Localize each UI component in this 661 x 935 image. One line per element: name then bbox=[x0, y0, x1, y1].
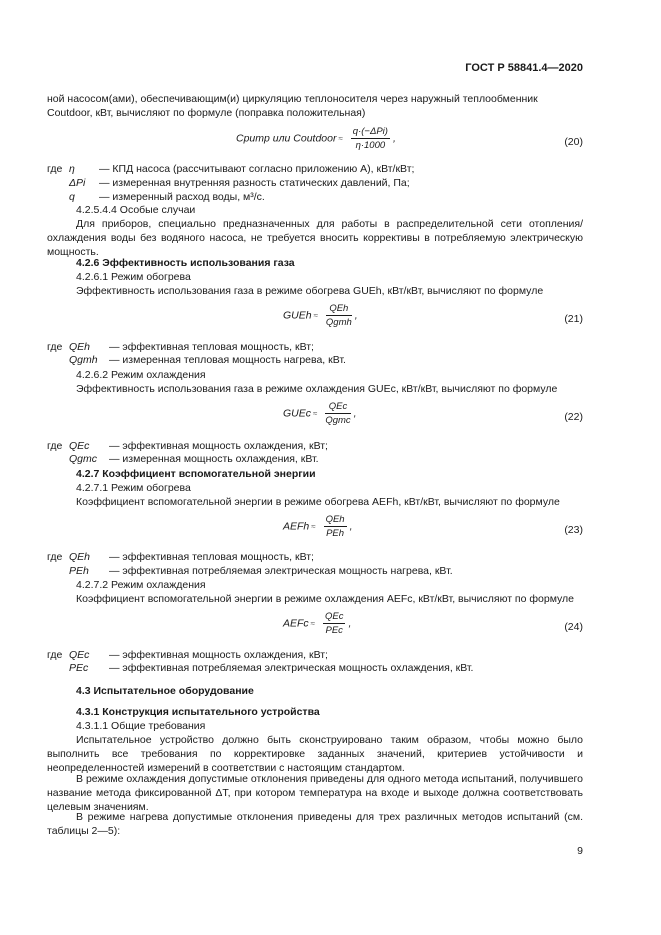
formula-20: Cpump или Coutdoor ≈ $\frac{\text{q·(−ΔPi)}}{\eta\cdot 1000}$ , bbox=[236, 126, 396, 151]
formula-20-numerator: q·(−ΔPi) bbox=[352, 126, 388, 137]
formula-20-fraction bbox=[351, 126, 390, 151]
heading-4-3-1-1: 4.3.1.1 Общие требования bbox=[76, 720, 206, 732]
heading-4-2-5-4-4: 4.2.5.4.4 Особые случаи bbox=[76, 204, 196, 216]
def-23-qeh: где QEh — эффективная тепловая мощность, кВт; bbox=[47, 551, 314, 563]
standard-header: ГОСТ Р 58841.4—2020 bbox=[465, 62, 583, 74]
formula-20-denominator: η·1000 bbox=[355, 140, 386, 151]
heading-4-2-6-1: 4.2.6.1 Режим обогрева bbox=[76, 271, 191, 283]
paragraph-aefh: Коэффициент вспомогательной энергии в режиме обогрева AEFh, кВт/кВт, вычисляют по формуле bbox=[76, 496, 560, 508]
paragraph-aefc: Коэффициент вспомогательной энергии в режиме охлаждения AEFc, кВт/кВт, вычисляют по формуле bbox=[76, 593, 575, 605]
def-20-q: q — измеренный расход воды, м³/с. bbox=[69, 191, 265, 203]
equation-number-24: (24) bbox=[564, 621, 583, 633]
heading-4-2-6-2: 4.2.6.2 Режим охлаждения bbox=[76, 369, 206, 381]
paragraph-general-requirements: Испытательное устройство должно быть сконструировано таким образом, чтобы можно было выполнить все требования по корректировке заданных значений, критериев устойчивости и неопределенностей измерений в соответствии с настоящим стандартом. bbox=[47, 734, 583, 774]
equation-number-22: (22) bbox=[564, 411, 583, 423]
equation-number-21: (21) bbox=[564, 313, 583, 325]
heading-4-2-7-2: 4.2.7.2 Режим охлаждения bbox=[76, 579, 206, 591]
def-22-qgmc: Qgmc — измеренная мощность охлаждения, кВт. bbox=[69, 453, 319, 465]
equation-number-20: (20) bbox=[564, 136, 583, 148]
formula-23: AEFh ≈ $\frac{\text{QEh}}{\text{PEh}}$ , bbox=[283, 514, 353, 539]
page-number: 9 bbox=[577, 845, 583, 857]
heading-4-3-1: 4.3.1 Конструкция испытательного устройства bbox=[76, 706, 320, 718]
formula-20-lhs: Cpump или Coutdoor bbox=[236, 132, 337, 145]
heading-4-2-6: 4.2.6 Эффективность использования газа bbox=[76, 257, 295, 269]
def-23-peh: PEh — эффективная потребляемая электрическая мощность нагрева, кВт. bbox=[69, 565, 453, 577]
def-22-qec: где QEc — эффективная мощность охлаждения, кВт; bbox=[47, 440, 328, 452]
paragraph-gueh: Эффективность использования газа в режиме обогрева GUEh, кВт/кВт, вычисляют по формуле bbox=[76, 285, 544, 297]
formula-22: GUEc ≈ $\frac{\text{QEc}}{\text{Qgmc}}$ , bbox=[283, 401, 357, 426]
equation-number-23: (23) bbox=[564, 524, 583, 536]
heading-4-2-7: 4.2.7 Коэффициент вспомогательной энергии bbox=[76, 468, 316, 480]
paragraph-heating-mode: В режиме нагрева допустимые отклонения приведены для трех различных методов испытаний (см. таблицы 2—5): bbox=[47, 811, 583, 837]
formula-21: GUEh ≈ $\frac{\text{QEh}}{\text{Qgmh}}$ , bbox=[283, 303, 358, 328]
def-24-qec: где QEc — эффективная мощность охлаждения, кВт; bbox=[47, 649, 328, 661]
paragraph-guec: Эффективность использования газа в режиме охлаждения GUEc, кВт/кВт, вычисляют по формуле bbox=[76, 383, 558, 395]
paragraph-cooling-mode: В режиме охлаждения допустимые отклонения приведены для одного метода испытаний, получившего название метода фиксированной ΔT, при котором температура на входе и выходе должна соответствовать целевым значениям. bbox=[47, 773, 583, 813]
intro-line-2: Coutdoor, кВт, вычисляют по формуле (поправка положительная) bbox=[47, 107, 366, 119]
heading-4-2-7-1: 4.2.7.1 Режим обогрева bbox=[76, 482, 191, 494]
def-21-qgmh: Qgmh — измеренная тепловая мощность нагрева, кВт. bbox=[69, 354, 346, 366]
heading-4-3: 4.3 Испытательное оборудование bbox=[76, 685, 254, 697]
def-20-dp: ΔPi — измеренная внутренняя разность статических давлений, Па; bbox=[69, 177, 410, 189]
def-20-eta: где η — КПД насоса (рассчитывают согласно приложению А), кВт/кВт; bbox=[47, 163, 415, 175]
intro-line-1: ной насосом(ами), обеспечивающим(и) циркуляцию теплоносителя через наружный теплообменник bbox=[47, 93, 538, 105]
formula-24: AEFc ≈ $\frac{\text{QEc}}{\text{PEc}}$ , bbox=[283, 611, 352, 636]
def-21-qeh: где QEh — эффективная тепловая мощность, кВт; bbox=[47, 341, 314, 353]
formula-20-tail: , bbox=[392, 132, 396, 145]
paragraph-special-cases: Для приборов, специально предназначенных для работы в распределительной сети отопления/охлаждения воды без водяного насоса, не требуется вносить коррективы в потребляемую электрическую мощность. bbox=[47, 218, 583, 258]
def-24-pec: PEc — эффективная потребляемая электрическая мощность охлаждения, кВт. bbox=[69, 662, 474, 674]
